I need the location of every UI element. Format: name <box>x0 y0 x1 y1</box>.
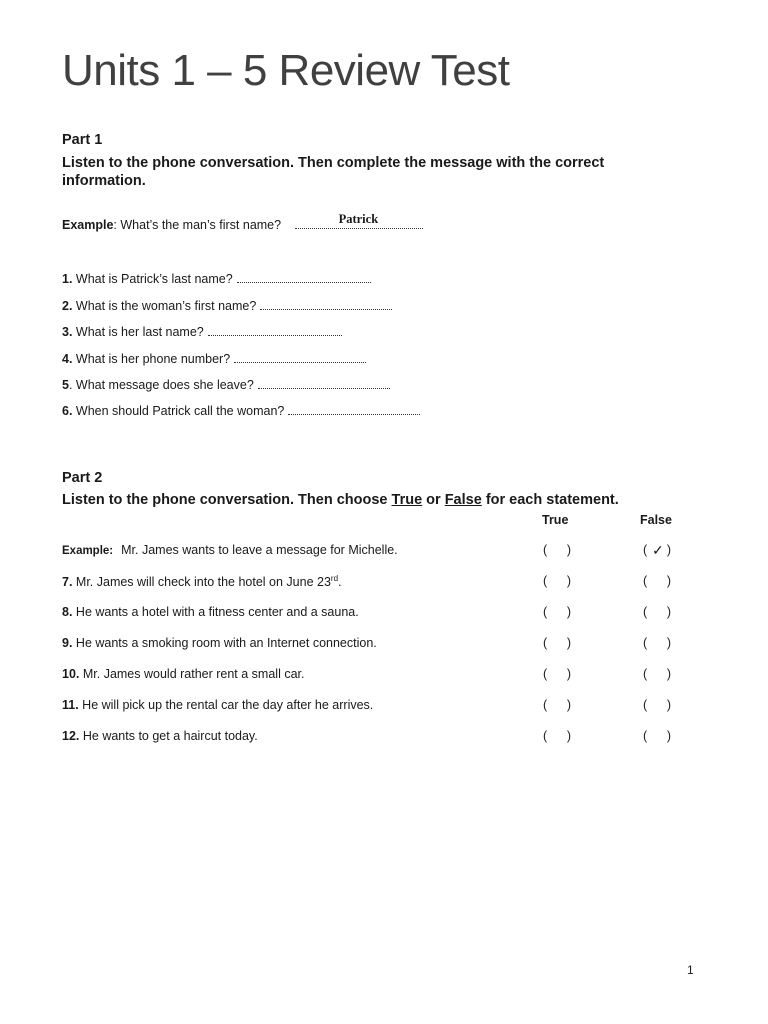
true-choice[interactable]: ( ) <box>543 729 571 743</box>
example-question: : What’s the man’s first name? <box>113 218 282 232</box>
false-choice[interactable]: ( ✓ ) <box>643 542 671 558</box>
part1-example <box>62 214 423 232</box>
false-choice[interactable]: ( ) <box>643 729 671 743</box>
tf-row-7: 7. Mr. James will check into the hotel on June 23rd. ( ) ( ) <box>62 574 671 590</box>
checkmark-icon: ✓ <box>652 542 664 558</box>
part1-heading: Part 1 <box>62 132 103 148</box>
example-label: Example <box>62 218 114 232</box>
false-choice[interactable]: ( ) <box>643 667 671 681</box>
page-title: Units 1 – 5 Review Test <box>62 46 510 95</box>
question-6: 6. When should Patrick call the woman? <box>62 402 420 418</box>
false-choice[interactable]: ( ) <box>643 574 671 588</box>
answer-blank-1[interactable] <box>237 270 371 283</box>
tf-row-10: 10. Mr. James would rather rent a small car. ( ) ( ) <box>62 667 671 681</box>
answer-blank-5[interactable] <box>258 376 390 389</box>
question-1: 1. What is Patrick’s last name? <box>62 270 371 286</box>
true-choice[interactable]: ( ) <box>543 605 571 619</box>
tf-row-11: 11. He will pick up the rental car the day after he arrives. ( ) ( ) <box>62 698 671 712</box>
true-choice[interactable]: ( ) <box>543 574 571 588</box>
answer-blank-3[interactable] <box>208 323 342 336</box>
answer-blank-6[interactable] <box>288 402 420 415</box>
true-choice[interactable]: ( ) <box>543 698 571 712</box>
false-choice[interactable]: ( ) <box>643 698 671 712</box>
question-4: 4. What is her phone number? <box>62 350 366 366</box>
column-false-header: False <box>640 513 672 527</box>
false-choice[interactable]: ( ) <box>643 605 671 619</box>
example-answer: Patrick <box>338 212 379 226</box>
column-true-header: True <box>542 513 569 527</box>
tf-example-row <box>62 543 702 561</box>
true-choice[interactable]: ( ) <box>543 667 571 681</box>
true-choice[interactable]: ( ) <box>543 636 571 650</box>
part1-instruction: Listen to the phone conversation. Then complete the message with the correct information. <box>62 155 605 189</box>
tf-row-9: 9. He wants a smoking room with an Internet connection. ( ) ( ) <box>62 636 671 650</box>
page-number: 1 <box>687 963 694 977</box>
part2-heading: Part 2 <box>62 470 103 486</box>
question-2: 2. What is the woman’s first name? <box>62 297 392 313</box>
question-3: 3. What is her last name? <box>62 323 342 339</box>
answer-blank-4[interactable] <box>234 350 366 363</box>
example-answer-field <box>295 214 423 229</box>
answer-blank-2[interactable] <box>260 297 392 310</box>
tf-row-8: 8. He wants a hotel with a fitness center and a sauna. ( ) ( ) <box>62 605 671 619</box>
tf-example-text: Mr. James wants to leave a message for Michelle. <box>121 543 398 557</box>
question-5: 5. What message does she leave? <box>62 376 390 392</box>
true-choice[interactable]: ( ) <box>543 543 571 557</box>
false-choice[interactable]: ( ) <box>643 636 671 650</box>
tf-row-12: 12. He wants to get a haircut today. ( ) ( ) <box>62 729 671 743</box>
tf-example-label: Example: <box>62 545 114 557</box>
part2-instruction: Listen to the phone conversation. Then choose True or False for each statement. <box>62 492 619 508</box>
